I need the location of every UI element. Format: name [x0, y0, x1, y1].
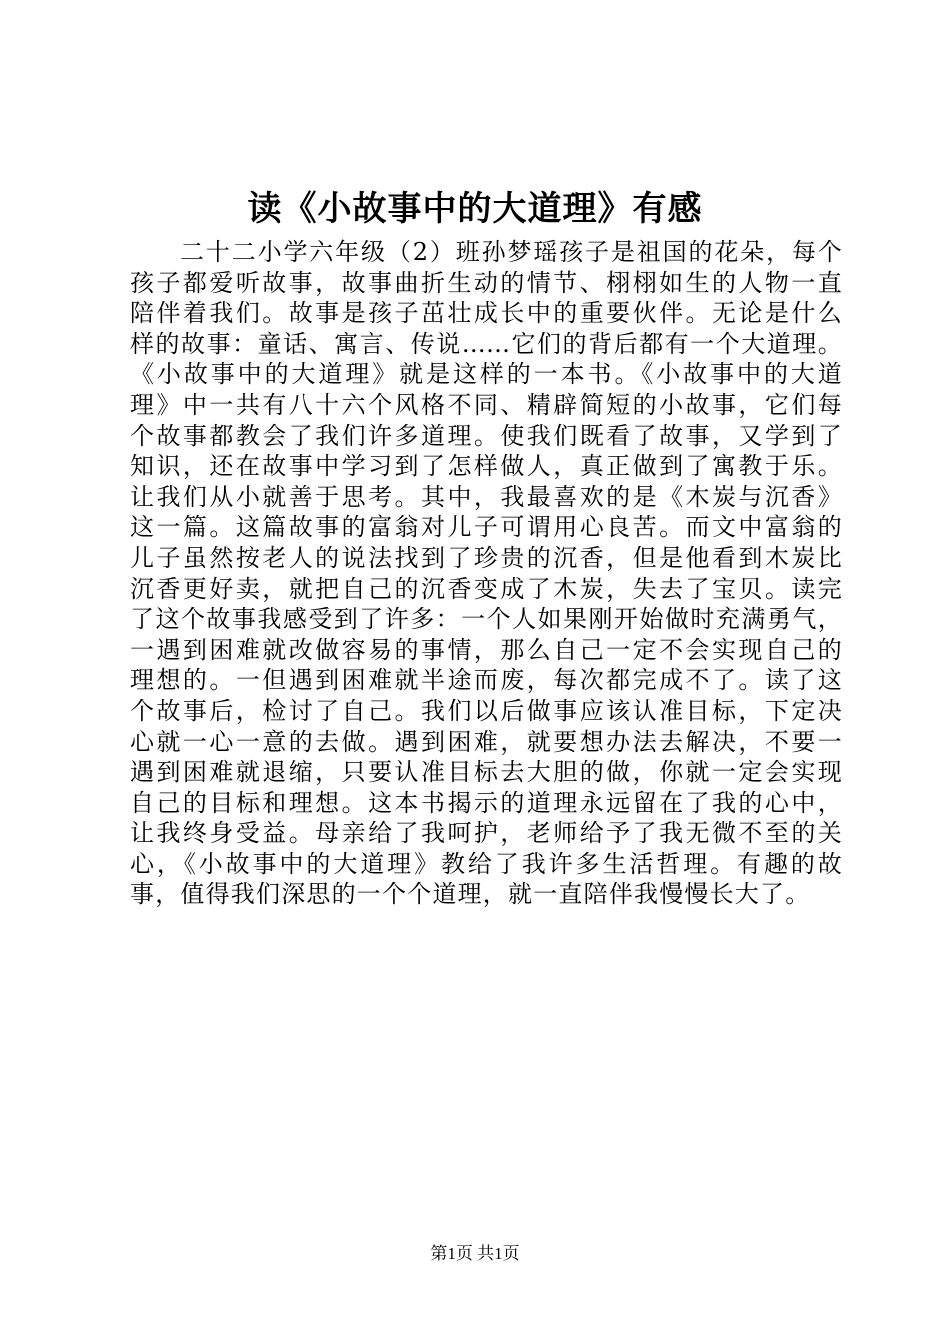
document-title: 读《小故事中的大道理》有感 — [247, 189, 703, 229]
body-line: 二十二小学六年级（2）班孙梦瑶孩子是祖国的花朵，每个 — [180, 238, 842, 266]
page-number-footer: 第1页 共1页 — [430, 1244, 520, 1263]
body-line: 知识，还在故事中学习到了怎样做人，真正做到了寓教于乐。 — [130, 452, 842, 481]
body-line: 让我们从小就善于思考。其中，我最喜欢的是《木炭与沉香》 — [130, 482, 842, 511]
body-line: 样的故事：童话、寓言、传说……它们的背后都有一个大道理。 — [130, 329, 842, 358]
body-line: 沉香更好卖，就把自己的沉香变成了木炭，失去了宝贝。读完 — [130, 574, 842, 603]
body-line: 事，值得我们深思的一个个道理，就一直陪伴我慢慢长大了。 — [130, 880, 811, 909]
body-line: 个故事后，检讨了自己。我们以后做事应该认准目标，下定决 — [130, 696, 842, 725]
body-line: 个故事都教会了我们许多道理。使我们既看了故事，又学到了 — [130, 421, 842, 450]
body-line: 陪伴着我们。故事是孩子茁壮成长中的重要伙伴。无论是什么 — [130, 299, 842, 328]
body-line: 这一篇。这篇故事的富翁对儿子可谓用心良苦。而文中富翁的 — [130, 513, 842, 542]
body-line: 自己的目标和理想。这本书揭示的道理永远留在了我的心中， — [130, 788, 842, 817]
body-line: 理想的。一但遇到困难就半途而废，每次都完成不了。读了这 — [130, 666, 842, 695]
body-line: 让我终身受益。母亲给了我呵护，老师给予了我无微不至的关 — [130, 819, 842, 848]
body-line: 了这个故事我感受到了许多：一个人如果刚开始做时充满勇气， — [130, 605, 842, 634]
body-line: 儿子虽然按老人的说法找到了珍贵的沉香，但是他看到木炭比 — [130, 543, 842, 572]
document-body — [130, 237, 842, 910]
body-line: 理》中一共有八十六个风格不同、精辟简短的小故事，它们每 — [130, 390, 842, 419]
body-line: 一遇到困难就改做容易的事情，那么自己一定不会实现自己的 — [130, 635, 842, 664]
body-line: 遇到困难就退缩，只要认准目标去大胆的做，你就一定会实现 — [130, 758, 842, 787]
body-line: 孩子都爱听故事，故事曲折生动的情节、栩栩如生的人物一直 — [130, 268, 842, 297]
body-line: 心就一心一意的去做。遇到困难，就要想办法去解决，不要一 — [130, 727, 842, 756]
body-line: 心，《小故事中的大道理》教给了我许多生活哲理。有趣的故 — [130, 849, 842, 878]
body-line: 《小故事中的大道理》就是这样的一本书。《小故事中的大道 — [130, 360, 842, 389]
